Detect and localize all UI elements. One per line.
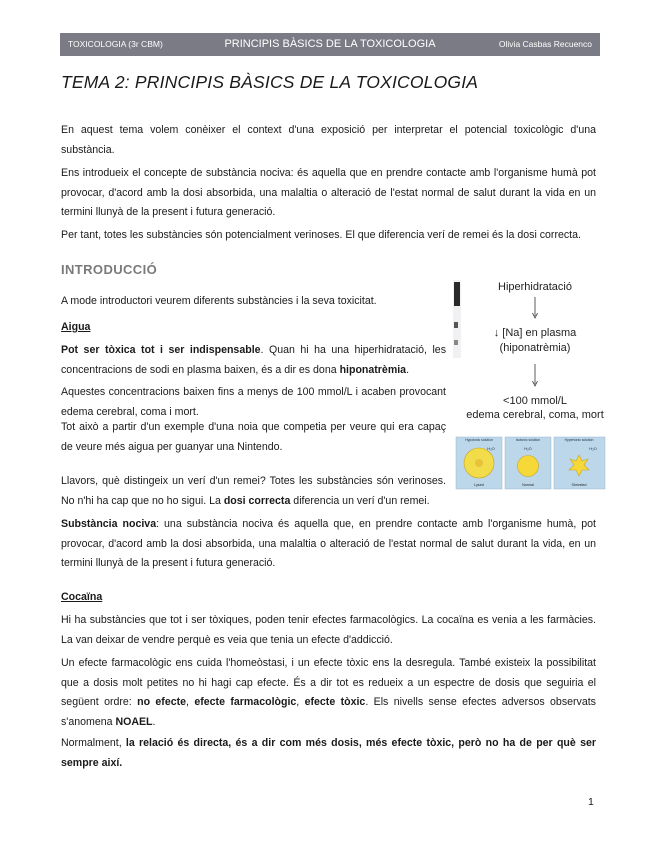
clipped-image-bar	[454, 282, 460, 306]
figure-step-2-line-1: ↓ [Na] en plasma	[493, 327, 577, 339]
cell-water-label: H₂O	[589, 446, 597, 451]
hyponatremia-figure	[453, 278, 608, 490]
section-intro-paragraph: A mode introductori veurem diferents substàncies i la seva toxicitat.	[61, 295, 377, 307]
figure-step-3-line-1: <100 mmol/L	[503, 395, 567, 407]
cocaina-bold-5: la relació és directa, és a dir com més dosis, més efecte tòxic, però no ha de per què ser sempre així.	[61, 737, 596, 769]
cocaina-sep-1: ,	[186, 696, 195, 708]
subsection-title-aigua: Aigua	[61, 321, 91, 333]
aigua-text-2: .	[406, 363, 410, 376]
aigua-paragraph-1	[61, 341, 446, 380]
cocaina-text-1: Un efecte farmacològic ens cuida l'homeòstasi, i un efecte tòxic ens la desregula. També existeix la possibilitat que a dosis molt petites no hi hagi cap efecte. És a dir tot es redueix a un espectre de dosis que seguiria el següent ordre:	[61, 657, 596, 708]
cell-caption: Normal	[522, 483, 534, 487]
clipped-image-line	[454, 340, 458, 345]
cell-panel-hypertonic	[554, 437, 605, 489]
cocaina-text-4: Normalment,	[61, 737, 126, 749]
subsection-title-cocaina: Cocaïna	[61, 591, 103, 603]
nociva-bold: Substància nociva	[61, 518, 157, 530]
clipped-image-line	[454, 322, 458, 328]
aigua-text-1: . Quan hi ha una hiperhidratació, les concentracions de sodi en plasma baixen, és a dir es dona	[61, 344, 446, 376]
cell-nucleus-icon	[475, 459, 483, 467]
nociva-text: : una substància nociva és aquella que, en prendre contacte amb l'organisme humà, pot provocar, d'acord amb la dosi absorbida, una malaltia o alteració de l'estat normal de salut durant la vida, en un termini llunyà de la present i futura generació.	[61, 518, 596, 569]
aigua-bold-3: dosi correcta	[223, 494, 291, 507]
header-course: TOXICOLOGIA (3r CBM)	[68, 39, 163, 49]
document-title: TEMA 2: PRINCIPIS BÀSICS DE LA TOXICOLOGIA	[61, 72, 479, 92]
cell-heading: Hypertonic solution	[564, 438, 594, 442]
aigua-text-4: diferencia un verí d'un remei.	[290, 494, 430, 507]
cocaina-paragraph-1: Hi ha substàncies que tot i ser tòxiques, poden tenir efectes farmacològics. La cocaïna es venia a les farmàcies. La van deixar de vendre perquè es veia que tenia un efecte d'addicció.	[61, 614, 596, 646]
aigua-bold-1: Pot ser tòxica tot i ser indispensable	[61, 344, 261, 356]
page-number: 1	[588, 796, 594, 808]
cocaina-bold-1: no efecte	[137, 696, 187, 708]
cocaina-text-2: . Els nivells sense efectes adversos observats s'anomena	[61, 696, 596, 728]
aigua-paragraph-4	[61, 472, 446, 511]
intro-paragraph-1: En aquest tema volem conèixer el context d'una exposició per interpretar el potencial toxicològic d'una substància.	[61, 124, 596, 156]
cocaina-bold-3: efecte tòxic	[304, 696, 366, 708]
intro-paragraph-3: Per tant, totes les substàncies són potencialment verinoses. El que diferencia verí de remei és la dosi correcta.	[61, 229, 581, 241]
cell-heading: Isotonic solution	[515, 438, 541, 442]
cell-caption: Shriveled	[571, 483, 587, 487]
cell-caption: Lysed	[474, 483, 484, 487]
cocaina-sep-2: ,	[296, 696, 305, 708]
section-title-introduccio: INTRODUCCIÓ	[61, 262, 158, 277]
page-header	[60, 33, 600, 56]
nociva-paragraph	[61, 515, 596, 574]
figure-step-3-line-2: edema cerebral, coma, mort	[466, 409, 604, 421]
figure-step-1: Hiperhidratació	[498, 281, 572, 293]
cell-water-label: H₂O	[487, 446, 495, 451]
cocaina-paragraph-2	[61, 654, 596, 732]
cell-panel-isotonic	[505, 437, 551, 489]
cell-panel-hypotonic	[456, 437, 502, 489]
header-author: Olivia Casbas Recuenco	[498, 39, 592, 49]
aigua-text-3: Llavors, què distingeix un verí d'un remei? Totes les substàncies són verinoses. No n'hi ha cap que no ho sigui. La	[61, 475, 446, 507]
cell-water-label: H₂O	[524, 446, 532, 451]
figure-step-2-line-2: (hiponatrèmia)	[499, 342, 571, 354]
intro-paragraph-2: Ens introdueix el concepte de substància nociva: és aquella que en prendre contacte amb l'organisme humà pot provocar, d'acord amb la dosi absorbida, una malaltia o alteració de l'estat normal de salut durant la vida en un termini llunyà de la present i futura generació.	[61, 167, 596, 218]
cocaina-paragraph-3	[61, 734, 596, 773]
header-title: PRINCIPIS BÀSICS DE LA TOXICOLOGIA	[224, 38, 436, 50]
aigua-paragraph-2: Aquestes concentracions baixen fins a menys de 100 mmol/L i acaben provocant edema cerebral, coma i mort.	[61, 386, 446, 418]
aigua-paragraph-3: Tot això a partir d'un exemple d'una noia que competia per veure qui era capaç de veure més aigua per guanyar una Nintendo.	[61, 421, 446, 453]
cocaina-bold-4: NOAEL	[115, 715, 153, 728]
cell-heading: Hypotonic solution	[465, 438, 493, 442]
aigua-bold-2: hiponatrèmia	[339, 363, 407, 376]
normal-cell-icon	[518, 456, 539, 477]
cocaina-bold-2: efecte farmacològic	[194, 696, 297, 708]
cocaina-text-3: .	[152, 715, 156, 728]
